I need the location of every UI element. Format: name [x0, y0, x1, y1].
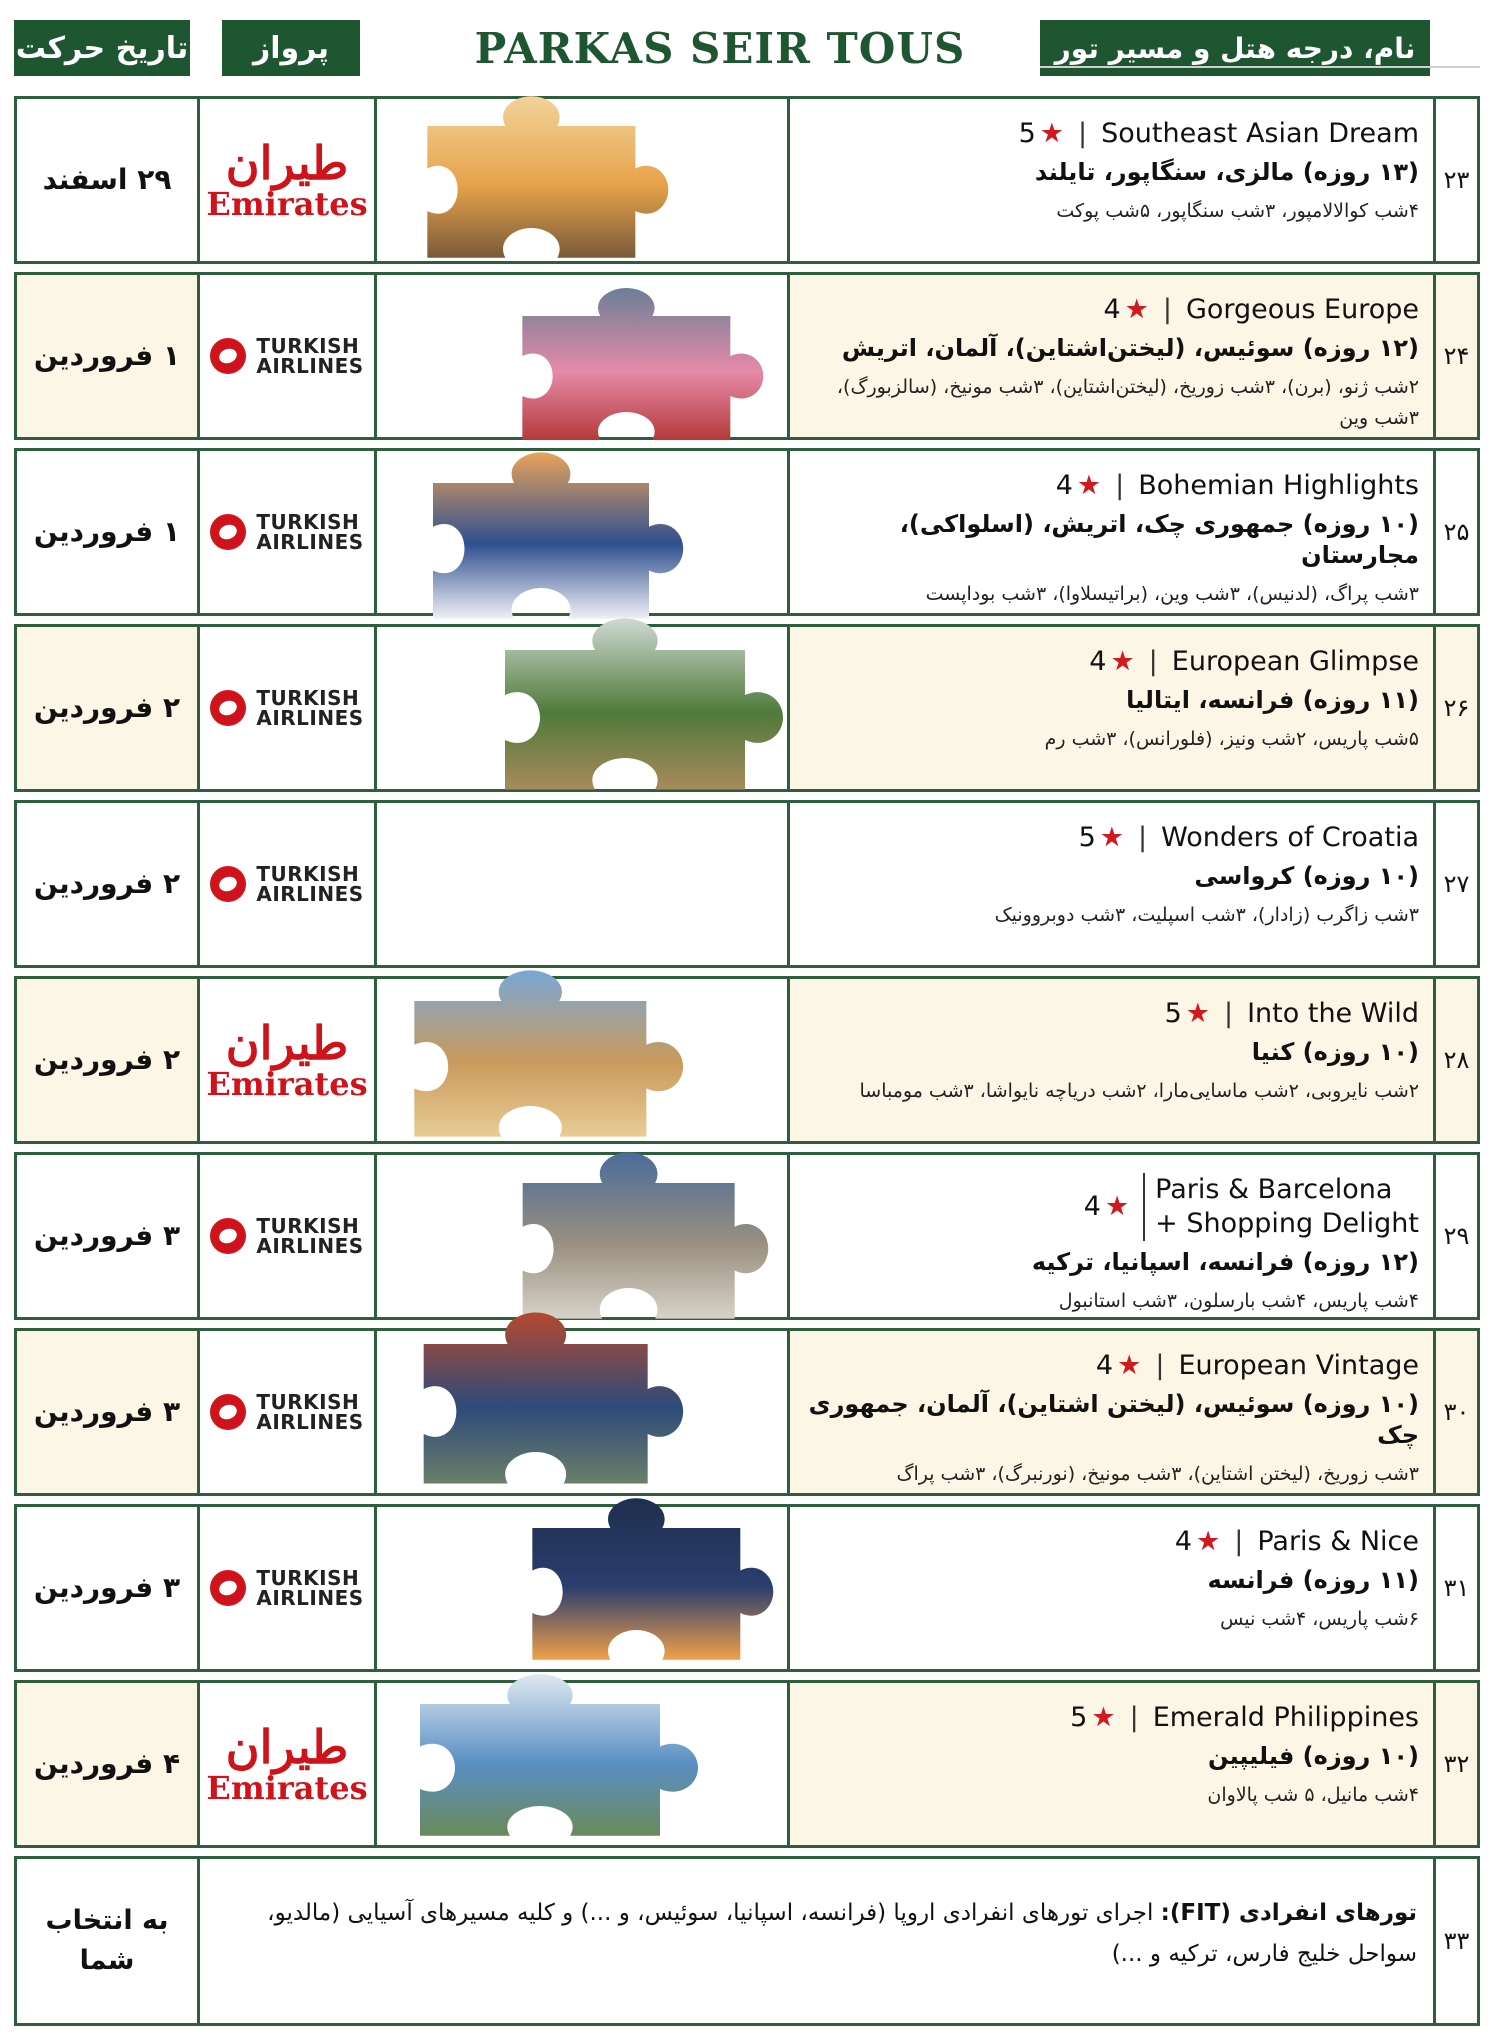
tour-name-line [804, 645, 1419, 679]
turkish-bird-icon [210, 1394, 246, 1430]
row-date: ۱ فروردین [17, 275, 197, 437]
tour-name-line [804, 997, 1419, 1031]
hotel-rating [1175, 1525, 1220, 1559]
row-date: ۲۹ اسفند [42, 163, 172, 196]
tour-name-en: European Vintage [1178, 1350, 1419, 1381]
row-number: ۳۱ [1433, 1507, 1477, 1669]
row-airline [197, 275, 377, 437]
tour-name-line [804, 821, 1419, 855]
row-airline [197, 99, 377, 261]
tour-name-line [804, 1349, 1419, 1383]
rating-value: 5 [1070, 1702, 1088, 1733]
row-airline [197, 627, 377, 789]
turkish-bird-icon [210, 1218, 246, 1254]
puzzle-photo [405, 1308, 685, 1492]
star-icon: ★ [1185, 998, 1210, 1029]
separator: | [1077, 118, 1088, 149]
tour-title: (۱۰ روزه) کرواسی [1194, 861, 1419, 890]
tour-name-line [804, 1173, 1419, 1241]
turkish-airlines-logo [210, 1568, 363, 1608]
tour-name-line [804, 293, 1419, 327]
table-row [14, 448, 1480, 616]
tour-name-en: Paris & Nice [1257, 1526, 1419, 1557]
hotel-rating [1019, 117, 1064, 151]
tour-route: ۴شب کوالالامپور، ۳شب سنگاپور، ۵شب پوکت [1056, 199, 1419, 222]
puzzle-photo [485, 614, 785, 798]
tour-route: ۳شب زوریخ، (لیختن اشتاین)، ۳شب مونیخ، (نورنبرگ)، ۳شب پراگ [896, 1463, 1419, 1486]
star-icon: ★ [1196, 1526, 1221, 1557]
row-number: ۳۲ [1433, 1683, 1477, 1845]
table-row [14, 1680, 1480, 1848]
row-airline [197, 1507, 377, 1669]
row-number: ۲۸ [1433, 979, 1477, 1141]
row-date: به انتخاب شما [45, 1904, 169, 1976]
rating-value: 4 [1083, 1190, 1101, 1222]
row-date: ۳ فروردین [33, 1219, 181, 1252]
hotel-rating [1096, 1349, 1141, 1383]
tour-name-en: Into the Wild [1247, 998, 1419, 1029]
hotel-rating [1056, 469, 1101, 503]
tour-route: ۵شب پاریس، ۲شب ونیز، (فلورانس)، ۳شب رم [1044, 727, 1419, 750]
turkish-bird-icon [210, 1570, 246, 1606]
tour-route: ۶شب پاریس، ۴شب نیس [1220, 1607, 1419, 1630]
turkish-bird-icon [210, 690, 246, 726]
row-info [787, 627, 1433, 789]
separator: | [1234, 1526, 1244, 1557]
row-info [787, 803, 1433, 965]
hotel-rating [1165, 997, 1210, 1031]
table-row [14, 800, 1480, 968]
row-info [787, 451, 1433, 613]
separator: | [1129, 1702, 1139, 1733]
header-date-column: تاریخ حرکت [14, 20, 190, 76]
row-info [787, 979, 1433, 1141]
tour-name-en: Bohemian Highlights [1138, 470, 1419, 501]
row-info [787, 1507, 1433, 1669]
star-icon: ★ [1076, 470, 1102, 501]
separator: | [1115, 470, 1125, 501]
turkish-wordmark: TURKISH AIRLINES [256, 1566, 364, 1610]
hotel-rating [1089, 645, 1134, 679]
tour-title: (۱۰ روزه) جمهوری چک، اتریش، (اسلواکی)، مجارستان [899, 509, 1419, 569]
emirates-logo [206, 1016, 368, 1103]
row-airline [197, 451, 377, 613]
turkish-airlines-logo [210, 336, 363, 376]
row-airline [197, 1155, 377, 1317]
tour-name-en: European Glimpse [1171, 646, 1419, 677]
tour-name-line [804, 117, 1419, 151]
row-date: ۳ فروردین [17, 1331, 197, 1493]
row-info [787, 1331, 1433, 1493]
row-date: ۳ فروردین [33, 1571, 181, 1604]
row-info [787, 275, 1433, 437]
row-date: ۲ فروردین [17, 979, 197, 1141]
rating-value: 5 [1018, 118, 1036, 149]
row-number: ۲۷ [1433, 803, 1477, 965]
row-airline [197, 979, 377, 1141]
tour-route: ۴شب مانیل، ۵ شب پالاوان [1207, 1783, 1419, 1806]
row-date: ۴ فروردین [17, 1683, 197, 1845]
tour-title: (۱۰ روزه) فیلیپین [1208, 1741, 1419, 1770]
puzzle-photo [415, 448, 685, 627]
row-info [787, 1155, 1433, 1317]
star-icon: ★ [1091, 1702, 1116, 1733]
star-icon: ★ [1110, 646, 1135, 677]
row-date: ۲ فروردین [17, 627, 197, 789]
puzzle-photo [395, 966, 685, 1145]
emirates-logo [206, 136, 368, 223]
tour-title: (۱۰ روزه) کنیا [1251, 1037, 1419, 1066]
rating-value: 4 [1174, 1526, 1192, 1557]
emirates-arabic-mark: طيران [225, 1016, 349, 1070]
table-row [14, 96, 1480, 264]
rating-value: 5 [1078, 822, 1096, 853]
tour-name-en: Southeast Asian Dream [1101, 118, 1419, 149]
star-icon: ★ [1039, 118, 1064, 149]
tour-route: ۲شب ژنو، (برن)، ۳شب زوریخ، (لیختن‌اشتاین)، ۳شب مونیخ، (سالزبورگ)، ۳شب وین [836, 375, 1419, 430]
tour-route: ۳شب زاگرب (زادار)، ۳شب اسپلیت، ۳شب دوبروونیک [994, 903, 1419, 926]
emirates-logo [206, 1720, 368, 1807]
fit-text: اجرای تورهای انفرادی اروپا (فرانسه، اسپانیا، سوئیس، و ...) و کلیه مسیرهای آسیایی (مالدیو، سواحل خلیج فارس، ترکیه و ...) [267, 1900, 1417, 1968]
row-number: ۲۵ [1433, 451, 1477, 613]
row-image-area [377, 803, 787, 965]
turkish-wordmark: TURKISH AIRLINES [256, 1214, 364, 1258]
emirates-arabic-mark: طيران [225, 1720, 349, 1774]
tour-name-line [804, 1525, 1419, 1559]
tour-name-line [804, 469, 1419, 503]
separator: | [1223, 998, 1234, 1029]
turkish-wordmark: TURKISH AIRLINES [256, 1390, 364, 1434]
row-info [787, 1683, 1433, 1845]
row-number: ۲۶ [1433, 627, 1477, 789]
row-airline [197, 1683, 377, 1845]
emirates-arabic-mark: طيران [225, 136, 349, 190]
tour-name-en: Emerald Philippines [1152, 1702, 1419, 1733]
fit-label: تورهای انفرادی (FIT): [1160, 1900, 1417, 1926]
turkish-airlines-logo [210, 688, 363, 728]
puzzle-photo [515, 1494, 775, 1668]
row-number: ۲۹ [1433, 1155, 1477, 1317]
star-icon: ★ [1124, 294, 1149, 325]
turkish-bird-icon [210, 866, 246, 902]
puzzle-photo [410, 92, 670, 266]
turkish-airlines-logo [210, 1216, 363, 1256]
star-icon: ★ [1117, 1350, 1142, 1381]
row-number: ۲۴ [1433, 275, 1477, 437]
header-divider [1040, 66, 1480, 68]
puzzle-photo [400, 1670, 700, 1844]
turkish-bird-icon [210, 338, 246, 374]
turkish-bird-icon [210, 514, 246, 550]
turkish-airlines-logo [210, 1392, 363, 1432]
separator: | [1148, 646, 1158, 677]
puzzle-photo [505, 284, 765, 448]
turkish-wordmark: TURKISH AIRLINES [256, 334, 364, 378]
header-tour-column: نام، درجه هتل و مسیر تور [1040, 20, 1430, 76]
rating-value: 4 [1055, 470, 1073, 501]
tour-route: ۴شب پاریس، ۴شب بارسلون، ۳شب استانبول [1058, 1289, 1419, 1312]
tour-title: (۱۲ روزه) سوئیس، (لیختن‌اشتاین)، آلمان، اتریش [841, 333, 1419, 362]
rating-value: 5 [1164, 998, 1182, 1029]
emirates-wordmark: Emirates [206, 1769, 368, 1807]
hotel-rating [1084, 1190, 1129, 1224]
row-airline [197, 803, 377, 965]
hotel-rating [1070, 1701, 1115, 1735]
turkish-wordmark: TURKISH AIRLINES [256, 862, 364, 906]
row-number: ۲۳ [1433, 99, 1477, 261]
table-row [14, 1328, 1480, 1496]
brand-title: PARKAS SEIR TOUS [474, 23, 966, 73]
tour-route: ۳شب پراگ، (لدنیس)، ۳شب وین، (براتیسلاوا)، ۳شب بوداپست [925, 583, 1419, 606]
tour-title: (۱۳ روزه) مالزی، سنگاپور، تایلند [1034, 157, 1419, 186]
row-date: ۱ فروردین [33, 515, 181, 548]
row-airline [197, 1331, 377, 1493]
tour-name-en: Paris & Barcelona + Shopping Delight [1143, 1173, 1419, 1241]
tour-name-line [804, 1701, 1419, 1735]
turkish-wordmark: TURKISH AIRLINES [256, 510, 364, 554]
emirates-wordmark: Emirates [206, 185, 368, 223]
rating-value: 4 [1103, 294, 1121, 325]
turkish-wordmark: TURKISH AIRLINES [256, 686, 364, 730]
tour-name-en: Gorgeous Europe [1185, 294, 1419, 325]
rating-value: 4 [1095, 1350, 1114, 1381]
tour-title: (۱۰ روزه) سوئیس، (لیختن اشتاین)، آلمان، جمهوری چک [808, 1389, 1419, 1449]
row-date: ۲ فروردین [33, 867, 181, 900]
hotel-rating [1103, 293, 1148, 327]
row-info [197, 1859, 1433, 2023]
separator: | [1162, 294, 1172, 325]
tour-title: (۱۱ روزه) فرانسه، ایتالیا [1126, 685, 1419, 714]
star-icon: ★ [1099, 822, 1124, 853]
row-info [787, 99, 1433, 261]
separator: | [1155, 1350, 1165, 1381]
tour-name-en: Wonders of Croatia [1161, 822, 1419, 853]
star-icon: ★ [1104, 1190, 1130, 1222]
hotel-rating [1079, 821, 1124, 855]
rating-value: 4 [1089, 646, 1107, 677]
row-number: ۳۰ [1433, 1331, 1477, 1493]
turkish-airlines-logo [210, 864, 363, 904]
separator: | [1137, 822, 1148, 853]
turkish-airlines-logo [210, 512, 363, 552]
tour-route: ۲شب نایروبی، ۲شب ماسایی‌مارا، ۲شب دریاچه نایواشا، ۳شب مومباسا [859, 1079, 1419, 1102]
tour-title: (۱۲ روزه) فرانسه، اسپانیا، ترکیه [1031, 1247, 1419, 1276]
table-row-fit [14, 1856, 1480, 2026]
tour-title: (۱۱ روزه) فرانسه [1207, 1565, 1419, 1594]
emirates-wordmark: Emirates [206, 1065, 368, 1103]
row-number: ۳۳ [1433, 1859, 1477, 2023]
header-flight-column: پرواز [222, 20, 360, 76]
puzzle-photo [505, 1148, 770, 1327]
table-row [14, 976, 1480, 1144]
